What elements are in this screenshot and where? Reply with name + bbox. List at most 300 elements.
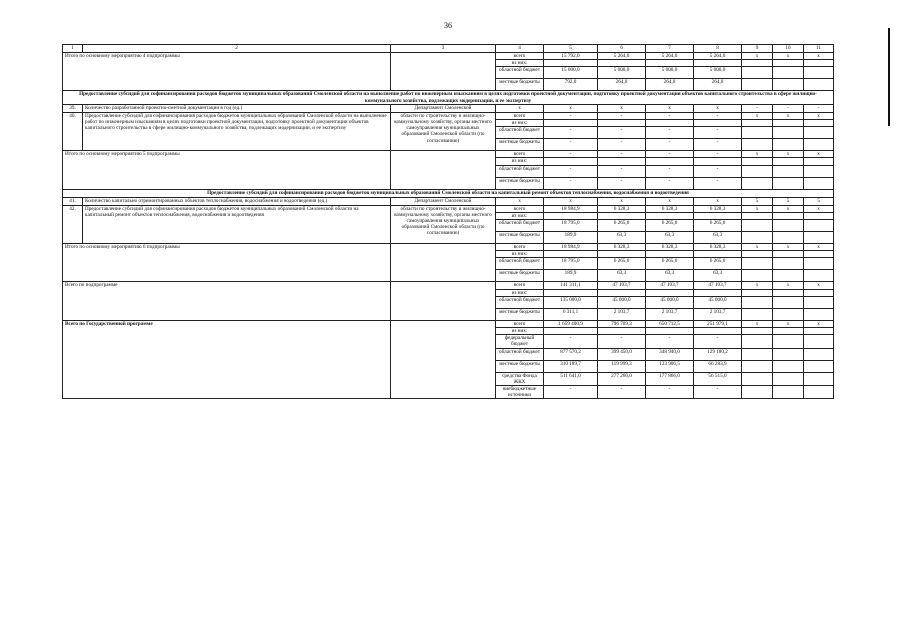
target-cell xyxy=(773,386,804,399)
block-title: Итого по основному мероприятию 5 подпрограммы xyxy=(63,151,391,189)
fund-source-cell: местные бюджеты xyxy=(496,360,544,372)
amount-cell: 264,0 xyxy=(598,79,646,91)
amount-cell: - xyxy=(646,139,694,151)
amount-cell xyxy=(646,158,694,165)
amount-cell: - xyxy=(646,335,694,348)
amount-cell: 6 328,3 xyxy=(598,205,646,212)
target-cell xyxy=(773,296,804,308)
amount-cell: 792,0 xyxy=(544,79,598,91)
col-header: 3 xyxy=(391,45,496,53)
target-cell: 5 xyxy=(773,197,804,205)
target-cell: x xyxy=(742,205,773,212)
block-title: Всего по Государственной программе xyxy=(63,320,391,399)
amount-cell: 2 103,7 xyxy=(646,308,694,320)
amount-cell: 650 712,5 xyxy=(646,320,694,327)
target-cell xyxy=(773,360,804,372)
target-cell xyxy=(742,296,773,308)
table-row xyxy=(63,189,834,197)
table-row xyxy=(63,282,834,289)
target-cell xyxy=(773,127,804,139)
target-cell xyxy=(804,212,834,219)
indicator-value: x xyxy=(496,104,544,112)
target-cell xyxy=(804,335,834,348)
target-cell xyxy=(804,348,834,360)
amount-cell: - xyxy=(694,335,742,348)
table-row xyxy=(63,53,834,60)
fund-source-cell: всего xyxy=(496,151,544,158)
fund-source-cell: федеральный бюджет xyxy=(496,335,544,348)
target-cell xyxy=(804,386,834,399)
row-number: 41. xyxy=(63,197,83,205)
amount-cell: 177 866,0 xyxy=(646,372,694,385)
amount-cell xyxy=(544,120,598,127)
amount-cell: 1 659 400,9 xyxy=(544,320,598,327)
amount-cell: 135 000,0 xyxy=(544,296,598,308)
amount-cell: - xyxy=(598,151,646,158)
target-cell xyxy=(742,120,773,127)
amount-cell: 63,3 xyxy=(646,270,694,282)
table-row xyxy=(63,244,834,251)
target-cell xyxy=(773,212,804,219)
fund-source-cell: местные бюджеты xyxy=(496,79,544,91)
target-cell: x xyxy=(773,151,804,158)
amount-cell: 15 792,0 xyxy=(544,53,598,60)
target-cell xyxy=(742,386,773,399)
amount-cell xyxy=(544,289,598,296)
amount-cell xyxy=(694,60,742,67)
fund-source-cell: всего xyxy=(496,205,544,212)
amount-cell: 6 328,3 xyxy=(694,205,742,212)
amount-cell xyxy=(598,328,646,335)
target-cell xyxy=(773,232,804,244)
target-cell: x xyxy=(742,244,773,251)
section-heading: Предоставление субсидий для софинансирования расходов бюджетов муниципальных образований Смоленской области на выполнение работ по инженерным изысканиям в целях подготовки проектной документации, подготовку проектной документации объектов капитального строительства в сфере жилищно-коммунального хозяйства, подлежащих модернизации, и ее экспертизу xyxy=(63,91,834,104)
amount-cell: 189,9 xyxy=(544,232,598,244)
amount-cell: 6 328,3 xyxy=(598,244,646,251)
amount-cell xyxy=(544,158,598,165)
fund-source-cell: областной бюджет xyxy=(496,258,544,270)
target-cell xyxy=(804,220,834,232)
col-header: 5 xyxy=(544,45,598,53)
target-cell xyxy=(804,296,834,308)
amount-cell xyxy=(544,328,598,335)
col-header: 6 xyxy=(598,45,646,53)
executor-cell xyxy=(391,151,496,189)
indicator-value: x xyxy=(694,104,742,112)
target-cell: x xyxy=(742,53,773,60)
amount-cell: 264,0 xyxy=(694,79,742,91)
amount-cell: - xyxy=(544,335,598,348)
amount-cell: 6 265,0 xyxy=(646,258,694,270)
target-cell xyxy=(742,348,773,360)
target-cell xyxy=(773,158,804,165)
amount-cell xyxy=(598,251,646,258)
amount-cell: 5 000,0 xyxy=(646,67,694,79)
target-cell xyxy=(804,139,834,151)
fund-source-cell: местные бюджеты xyxy=(496,177,544,189)
amount-cell: 45 000,0 xyxy=(694,296,742,308)
amount-cell: 5 000,0 xyxy=(694,67,742,79)
amount-cell xyxy=(598,120,646,127)
fund-source-cell: областной бюджет xyxy=(496,127,544,139)
target-cell xyxy=(804,270,834,282)
indicator-value: x xyxy=(646,197,694,205)
indicator-value: x xyxy=(544,197,598,205)
amount-cell: 18 795,0 xyxy=(544,258,598,270)
fund-source-cell: из них: xyxy=(496,120,544,127)
amount-cell xyxy=(598,212,646,219)
amount-cell xyxy=(544,251,598,258)
executor-cell xyxy=(391,53,496,91)
target-cell xyxy=(804,308,834,320)
amount-cell xyxy=(598,158,646,165)
target-cell xyxy=(773,289,804,296)
target-cell xyxy=(742,308,773,320)
header-row xyxy=(63,45,834,53)
target-cell: - xyxy=(804,104,834,112)
target-cell: x xyxy=(742,112,773,119)
target-cell: x xyxy=(773,282,804,289)
target-cell: x xyxy=(773,205,804,212)
amount-cell: 5 000,0 xyxy=(598,67,646,79)
amount-cell: 6 265,0 xyxy=(646,220,694,232)
amount-cell xyxy=(646,289,694,296)
amount-cell: 6 265,0 xyxy=(694,220,742,232)
amount-cell xyxy=(694,120,742,127)
target-cell xyxy=(773,258,804,270)
amount-cell: - xyxy=(544,177,598,189)
amount-cell xyxy=(694,158,742,165)
target-cell xyxy=(742,177,773,189)
fund-source-cell: всего xyxy=(496,320,544,327)
amount-cell xyxy=(646,251,694,258)
target-cell xyxy=(804,165,834,177)
target-cell xyxy=(804,127,834,139)
target-cell xyxy=(742,67,773,79)
margin-rule xyxy=(888,28,890,126)
target-cell: x xyxy=(742,282,773,289)
fund-source-cell: всего xyxy=(496,244,544,251)
fund-source-cell: внебюджетные источники xyxy=(496,386,544,399)
amount-cell: 189,9 xyxy=(544,270,598,282)
fund-source-cell: всего xyxy=(496,282,544,289)
financing-table xyxy=(62,44,834,399)
activity-name: Предоставление субсидий для софинансирования расходов бюджетов муниципальных образований Смоленской области на капитальный ремонт объектов теплоснабжения, водоснабжения и водоотведения xyxy=(83,205,391,243)
amount-cell: - xyxy=(646,165,694,177)
amount-cell: 63,3 xyxy=(646,232,694,244)
target-cell xyxy=(804,67,834,79)
target-cell xyxy=(804,258,834,270)
col-header: 11 xyxy=(804,45,834,53)
amount-cell: - xyxy=(694,165,742,177)
col-header: 1 xyxy=(63,45,83,53)
executor-cell: области по строительству и жилищно-коммунальному хозяйству, органы местного самоуправления муниципальных образований Смоленской области (по согласованию) xyxy=(391,205,496,243)
target-cell: x xyxy=(804,320,834,327)
target-cell xyxy=(742,289,773,296)
amount-cell: 47 103,7 xyxy=(646,282,694,289)
amount-cell xyxy=(598,60,646,67)
amount-cell: 6 328,3 xyxy=(646,244,694,251)
target-cell xyxy=(804,158,834,165)
target-cell xyxy=(773,328,804,335)
executor-cell xyxy=(391,282,496,320)
amount-cell: 310 189,7 xyxy=(544,360,598,372)
block-title: Итого по основному мероприятию 4 подпрограммы xyxy=(63,53,391,91)
table-row xyxy=(63,151,834,158)
fund-source-cell: местные бюджеты xyxy=(496,308,544,320)
target-cell xyxy=(742,270,773,282)
target-cell: x xyxy=(804,53,834,60)
page-number: 36 xyxy=(444,21,452,30)
amount-cell: 45 000,0 xyxy=(598,296,646,308)
target-cell xyxy=(742,165,773,177)
amount-cell: 47 103,7 xyxy=(598,282,646,289)
target-cell xyxy=(773,120,804,127)
amount-cell: - xyxy=(544,386,598,399)
fund-source-cell: из них: xyxy=(496,289,544,296)
amount-cell: - xyxy=(598,386,646,399)
amount-cell: - xyxy=(544,127,598,139)
amount-cell: 45 000,0 xyxy=(646,296,694,308)
amount-cell: 5 264,0 xyxy=(598,53,646,60)
target-cell: x xyxy=(773,244,804,251)
amount-cell: 399 450,0 xyxy=(598,348,646,360)
amount-cell: - xyxy=(598,177,646,189)
target-cell xyxy=(804,232,834,244)
amount-cell: 18 984,9 xyxy=(544,205,598,212)
col-header: 7 xyxy=(646,45,694,53)
target-cell xyxy=(773,139,804,151)
indicator-value: x xyxy=(646,104,694,112)
target-cell xyxy=(742,360,773,372)
executor-cell xyxy=(391,244,496,282)
amount-cell: 123 906,5 xyxy=(646,360,694,372)
amount-cell: - xyxy=(646,177,694,189)
target-cell xyxy=(742,220,773,232)
amount-cell: 129 180,2 xyxy=(694,348,742,360)
fund-source-cell: из них: xyxy=(496,60,544,67)
target-cell xyxy=(742,328,773,335)
target-cell xyxy=(742,258,773,270)
target-cell xyxy=(742,372,773,385)
amount-cell: - xyxy=(694,139,742,151)
fund-source-cell: областной бюджет xyxy=(496,220,544,232)
target-cell xyxy=(742,60,773,67)
table-row xyxy=(63,320,834,327)
row-number: 40. xyxy=(63,112,83,150)
target-cell xyxy=(804,79,834,91)
amount-cell: - xyxy=(544,112,598,119)
table-body xyxy=(63,45,834,399)
amount-cell: - xyxy=(598,127,646,139)
amount-cell: - xyxy=(694,112,742,119)
fund-source-cell: из них: xyxy=(496,251,544,258)
amount-cell xyxy=(646,60,694,67)
amount-cell: 796 709,3 xyxy=(598,320,646,327)
amount-cell: - xyxy=(646,127,694,139)
amount-cell: 63,3 xyxy=(694,232,742,244)
col-header: 8 xyxy=(694,45,742,53)
table-row xyxy=(63,205,834,212)
target-cell xyxy=(742,158,773,165)
amount-cell: - xyxy=(598,139,646,151)
amount-cell: - xyxy=(694,386,742,399)
table-row xyxy=(63,91,834,104)
amount-cell: - xyxy=(598,165,646,177)
amount-cell: 251 979,1 xyxy=(694,320,742,327)
amount-cell: - xyxy=(646,386,694,399)
amount-cell: - xyxy=(694,151,742,158)
target-cell: x xyxy=(742,151,773,158)
target-cell xyxy=(804,372,834,385)
target-cell: x xyxy=(804,112,834,119)
target-cell: x xyxy=(804,151,834,158)
amount-cell: 511 641,0 xyxy=(544,372,598,385)
target-cell xyxy=(773,67,804,79)
target-cell: x xyxy=(773,320,804,327)
block-title: Итого по основному мероприятию 6 подпрограммы xyxy=(63,244,391,282)
target-cell xyxy=(773,60,804,67)
fund-source-cell: из них: xyxy=(496,212,544,219)
amount-cell xyxy=(598,289,646,296)
target-cell xyxy=(773,165,804,177)
amount-cell: 47 103,7 xyxy=(694,282,742,289)
indicator-name: Количество капитально отремонтированных объектов теплоснабжения, водоснабжения и водоотведения (ед.) xyxy=(83,197,391,205)
fund-source-cell: областной бюджет xyxy=(496,348,544,360)
target-cell: - xyxy=(773,104,804,112)
amount-cell: 6 311,1 xyxy=(544,308,598,320)
col-header: 9 xyxy=(742,45,773,53)
executor-cell: области по строительству и жилищно-коммунальному хозяйству, органы местного самоуправления муниципальных образований Смоленской области (по согласованию) xyxy=(391,112,496,150)
target-cell xyxy=(773,270,804,282)
target-cell xyxy=(773,177,804,189)
amount-cell: 18 984,9 xyxy=(544,244,598,251)
amount-cell: 277 260,0 xyxy=(598,372,646,385)
target-cell: x xyxy=(804,205,834,212)
executor-cell xyxy=(391,320,496,399)
amount-cell: 6 328,3 xyxy=(646,205,694,212)
amount-cell: 2 103,7 xyxy=(598,308,646,320)
block-title: Всего по подпрограмме xyxy=(63,282,391,320)
target-cell xyxy=(742,139,773,151)
target-cell xyxy=(804,177,834,189)
amount-cell: - xyxy=(598,335,646,348)
amount-cell: - xyxy=(694,177,742,189)
fund-source-cell: областной бюджет xyxy=(496,296,544,308)
fund-source-cell: местные бюджеты xyxy=(496,139,544,151)
amount-cell: - xyxy=(544,151,598,158)
target-cell: x xyxy=(804,282,834,289)
indicator-name: Количество разработанной проектно-сметной документации в год (ед.) xyxy=(83,104,391,112)
target-cell xyxy=(742,335,773,348)
target-cell: x xyxy=(804,244,834,251)
target-cell xyxy=(742,79,773,91)
activity-name: Предоставление субсидий для софинансирования расходов бюджетов муниципальных образований Смоленской области на выполнение работ по инженерным изысканиям в целях подготовки проектной документации, подготовку проектной документации объектов капитального строительства в сфере жилищно-коммунального хозяйства, подлежащих модернизации, и ее экспертизу xyxy=(83,112,391,150)
amount-cell: 2 103,7 xyxy=(694,308,742,320)
target-cell: 5 xyxy=(742,197,773,205)
amount-cell: 15 000,0 xyxy=(544,67,598,79)
amount-cell: 264,0 xyxy=(646,79,694,91)
amount-cell: - xyxy=(646,151,694,158)
amount-cell xyxy=(646,212,694,219)
fund-source-cell: областной бюджет xyxy=(496,67,544,79)
target-cell: 5 xyxy=(804,197,834,205)
amount-cell: 6 265,0 xyxy=(598,220,646,232)
target-cell xyxy=(773,79,804,91)
target-cell xyxy=(742,127,773,139)
col-header: 2 xyxy=(83,45,391,53)
fund-source-cell: местные бюджеты xyxy=(496,270,544,282)
fund-source-cell: из них: xyxy=(496,328,544,335)
amount-cell: 6 265,0 xyxy=(694,258,742,270)
fund-source-cell: местные бюджеты xyxy=(496,232,544,244)
amount-cell: 63,3 xyxy=(694,270,742,282)
table-row xyxy=(63,104,834,112)
target-cell: x xyxy=(773,53,804,60)
amount-cell xyxy=(646,120,694,127)
indicator-value: x xyxy=(544,104,598,112)
amount-cell: - xyxy=(646,112,694,119)
indicator-value: x xyxy=(598,104,646,112)
target-cell xyxy=(804,120,834,127)
amount-cell xyxy=(694,212,742,219)
amount-cell xyxy=(646,328,694,335)
row-number: 39. xyxy=(63,104,83,112)
target-cell xyxy=(804,251,834,258)
amount-cell xyxy=(694,328,742,335)
target-cell xyxy=(773,251,804,258)
section-heading: Предоставление субсидий для софинансирования расходов бюджетов муниципальных образований Смоленской области на капитальный ремонт объектов теплоснабжения, водоснабжения и водоотведения xyxy=(63,189,834,197)
fund-source-cell: средства Фонда ЖКХ xyxy=(496,372,544,385)
target-cell xyxy=(804,289,834,296)
fund-source-cell: из них: xyxy=(496,158,544,165)
amount-cell: 6 265,0 xyxy=(598,258,646,270)
amount-cell: 348 940,0 xyxy=(646,348,694,360)
amount-cell: 63,3 xyxy=(598,232,646,244)
amount-cell: - xyxy=(598,112,646,119)
amount-cell: 56 515,0 xyxy=(694,372,742,385)
amount-cell xyxy=(694,251,742,258)
target-cell xyxy=(773,335,804,348)
amount-cell: 141 311,1 xyxy=(544,282,598,289)
indicator-value: x xyxy=(694,197,742,205)
col-header: 10 xyxy=(773,45,804,53)
amount-cell: 119 999,3 xyxy=(598,360,646,372)
amount-cell: 18 795,0 xyxy=(544,220,598,232)
amount-cell: 66 283,9 xyxy=(694,360,742,372)
amount-cell: 877 570,2 xyxy=(544,348,598,360)
target-cell xyxy=(773,372,804,385)
amount-cell xyxy=(544,212,598,219)
fund-source-cell: всего xyxy=(496,53,544,60)
target-cell: x xyxy=(742,320,773,327)
indicator-value: x xyxy=(496,197,544,205)
amount-cell: 5 264,0 xyxy=(646,53,694,60)
executor-cell: Департамент Смоленской xyxy=(391,197,496,205)
amount-cell xyxy=(544,60,598,67)
target-cell xyxy=(804,328,834,335)
table-row xyxy=(63,197,834,205)
amount-cell: 63,3 xyxy=(598,270,646,282)
amount-cell: - xyxy=(544,165,598,177)
target-cell: - xyxy=(742,104,773,112)
amount-cell: 5 264,0 xyxy=(694,53,742,60)
fund-source-cell: всего xyxy=(496,112,544,119)
col-header: 4 xyxy=(496,45,544,53)
indicator-value: x xyxy=(598,197,646,205)
target-cell xyxy=(773,308,804,320)
target-cell: x xyxy=(773,112,804,119)
